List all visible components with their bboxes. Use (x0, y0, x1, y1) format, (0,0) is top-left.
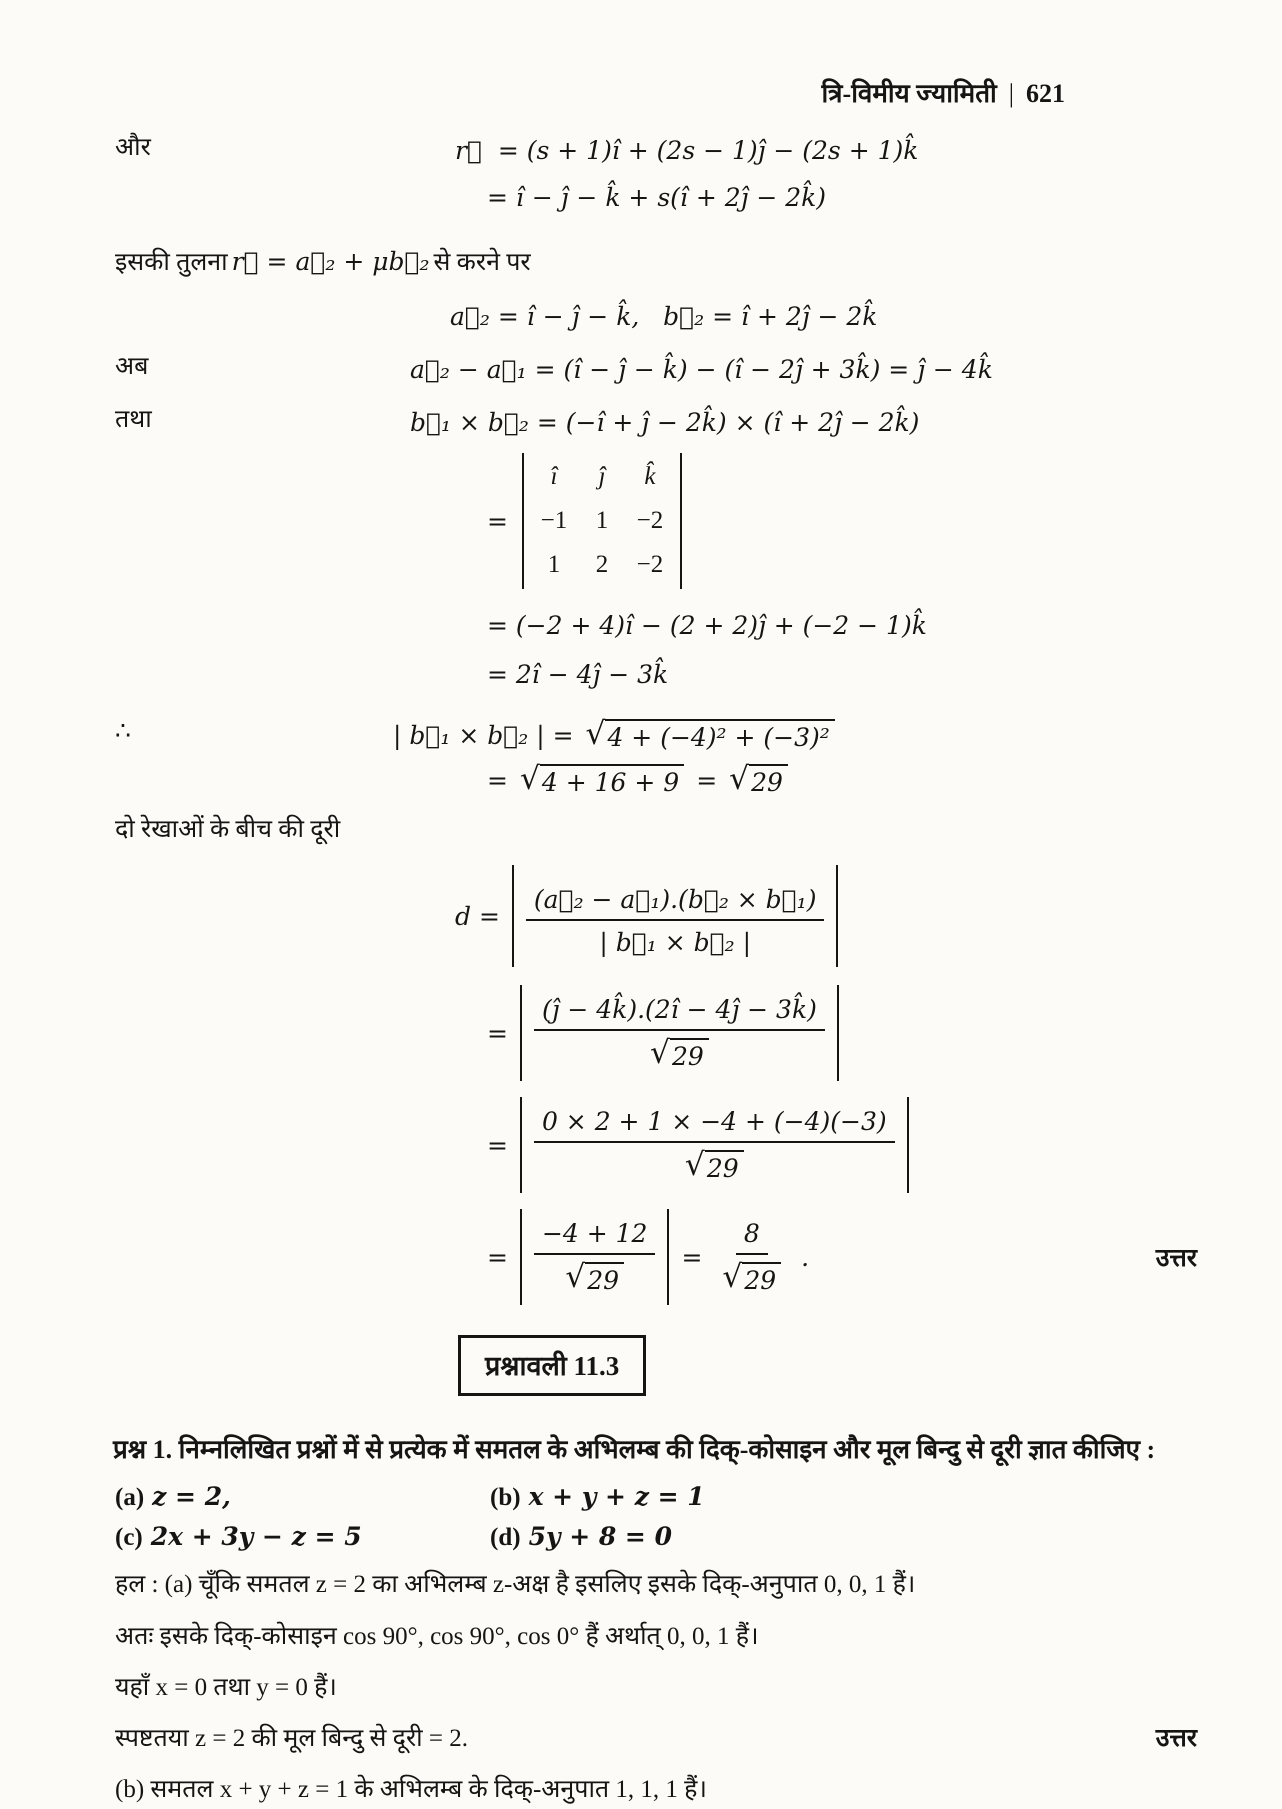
page-number: 621 (1026, 79, 1065, 108)
option-b: (b) x + y + z = 1 (490, 1482, 705, 1512)
equation-r-line1 (0, 126, 1282, 165)
sqrt-expression: √ 4 + (−4)² + (−3)² (586, 719, 835, 752)
equation-d-step3: = 0 × 2 + 1 × −4 + (−4)(−3) √ 29 (0, 1097, 1282, 1193)
exercise-heading-row (0, 1335, 1282, 1396)
sqrt-29: √ 29 (565, 1262, 624, 1295)
label-ab: अब (115, 352, 149, 380)
therefore-symbol: ∴ (115, 717, 131, 745)
option-c: (c) 2x + 3y − z = 5 (115, 1522, 362, 1552)
label-aur: और (115, 133, 151, 161)
sqrt-29: √ 29 (729, 764, 788, 797)
determinant-row (0, 453, 1282, 589)
equation-a2-b2: a⃗₂ = î − ĵ − k̂, b⃗₂ = î + 2ĵ − 2k̂ (450, 302, 878, 331)
compare-math: r⃗ = a⃗₂ + μb⃗₂ (231, 247, 430, 276)
determinant: î ĵ k̂ −1 1 −2 1 2 −2 (522, 453, 682, 589)
option-d: (d) 5y + 8 = 0 (490, 1522, 672, 1552)
r-line2: = î − ĵ − k̂ + s(î + 2ĵ − 2k̂) (487, 183, 827, 212)
abs-bars (520, 1097, 909, 1193)
equation-cross-result: = 2î − 4ĵ − 3k̂ (487, 660, 669, 689)
header-separator: | (1008, 79, 1014, 108)
comparison-sentence (0, 234, 1282, 278)
solution-line-2: अतः इसके दिक्-कोसाइन cos 90°, cos 90°, cos 0° हैं अर्थात् 0, 0, 1 हैं। (115, 1622, 759, 1650)
sqrt-sum: √ 4 + 16 + 9 (520, 764, 684, 797)
label-tatha: तथा (115, 405, 152, 433)
sqrt-29: √ 29 (722, 1262, 781, 1295)
fraction: (ĵ − 4k̂).(2î − 4ĵ − 3k̂) √ 29 (534, 993, 825, 1073)
det-equals: = (487, 506, 508, 536)
solution-line-4: स्पष्टतया z = 2 की मूल बिन्दु से दूरी = 2. उत्तर (0, 1721, 1282, 1757)
equation-d-final: = −4 + 12 √ 29 = 8 √ 29 . उत्तर (0, 1209, 1282, 1305)
compare-prefix: इसकी तुलना (115, 249, 228, 276)
r-rhs: = (s + 1)î + (2s − 1)ĵ − (2s + 1)k̂ (497, 136, 919, 165)
compare-suffix: से करने पर (433, 249, 531, 276)
abs-bars (520, 985, 839, 1081)
fraction: 8 √ 29 (714, 1217, 789, 1297)
equation-magnitude (0, 709, 1282, 752)
question-1: प्रश्न 1. निम्नलिखित प्रश्नों में से प्रत्येक में समतल के अभिलम्ब की दिक्-कोसाइन और मूल बिन्दु से दूरी ज्ञात कीजिए : (113, 1435, 1156, 1464)
equation-r-line2 (0, 183, 1282, 212)
solution-line-1: हल : (a) चूँकि समतल z = 2 का अभिलम्ब z-अक्ष है इसलिए इसके दिक्-अनुपात 0, 0, 1 हैं। (115, 1571, 916, 1599)
chapter-title: त्रि-विमीय ज्यामिती (821, 79, 997, 108)
fraction: −4 + 12 √ 29 (534, 1217, 656, 1297)
equation-expansion: = (−2 + 4)î − (2 + 2)ĵ + (−2 − 1)k̂ (487, 611, 927, 640)
d-lhs: d = (455, 901, 500, 931)
answer-label: उत्तर (1155, 1245, 1197, 1272)
fraction: 0 × 2 + 1 × −4 + (−4)(−3) √ 29 (534, 1105, 895, 1185)
exercise-box: प्रश्नावली 11.3 (458, 1335, 646, 1396)
solution-line-5: (b) समतल x + y + z = 1 के अभिलम्ब के दिक्-अनुपात 1, 1, 1 हैं। (115, 1776, 707, 1804)
r-vector: r⃗ (455, 136, 482, 165)
equation-d-step2: = (ĵ − 4k̂).(2î − 4ĵ − 3k̂) √ 29 (0, 985, 1282, 1081)
equation-a2-minus-a1: अब a⃗₂ − a⃗₁ = (î − ĵ − k̂) − (î − 2ĵ + 3k̂) = ĵ − 4k̂ (0, 345, 1282, 384)
answer-label: उत्तर (1155, 1725, 1197, 1753)
sqrt-29: √ 29 (685, 1150, 744, 1183)
magnitude-lhs: | b⃗₁ × b⃗₂ | = (393, 721, 574, 750)
equation-magnitude-value: = √ 4 + 16 + 9 = √ 29 (0, 764, 1282, 797)
abs-bars (520, 1209, 670, 1305)
question-options (0, 1482, 1282, 1552)
sqrt-29: √ 29 (650, 1038, 709, 1071)
equation-b1-cross-b2: तथा b⃗₁ × b⃗₂ = (−î + ĵ − 2k̂) × (î + 2ĵ − 2k̂) (0, 398, 1282, 437)
option-a: (a) z = 2, (115, 1482, 231, 1512)
distance-between-lines-label: दो रेखाओं के बीच की दूरी (115, 816, 341, 843)
fraction: $\frac{\text{(a⃗₂ − a⃗₁).(b⃗₂ × b⃗₁)}}{\text{| b⃗₁ × b⃗₂ |}}$ (526, 873, 825, 959)
equation-d-formula (0, 865, 1282, 967)
abs-bars (512, 865, 839, 967)
page-header (0, 0, 1282, 110)
solution-line-3: यहाँ x = 0 तथा y = 0 हैं। (115, 1673, 337, 1701)
